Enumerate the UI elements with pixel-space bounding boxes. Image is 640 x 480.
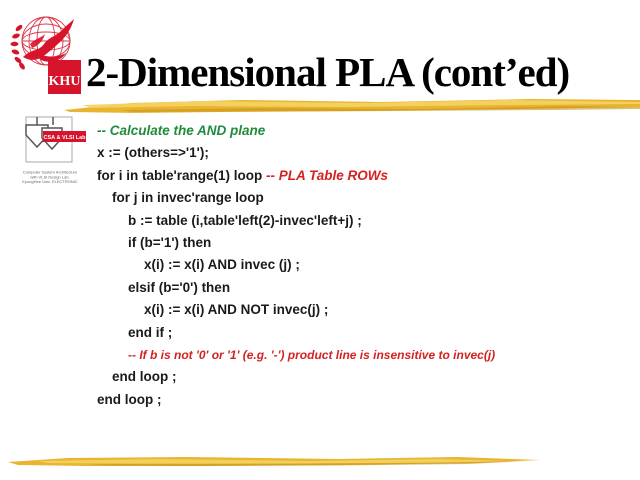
- code-line: elsif (b='0') then: [128, 279, 231, 295]
- code-line: x(i) := x(i) AND NOT invec(j) ;: [144, 302, 329, 318]
- code-line: [128, 344, 495, 366]
- code-line: b := table (i,table'left(2)-invec'left+j) ;: [128, 212, 362, 228]
- code-line: x(i) := x(i) AND invec (j) ;: [144, 257, 300, 273]
- code-line: end loop ;: [97, 391, 162, 407]
- lab-caption-line: Computer System Architecture: [22, 170, 78, 175]
- code-line: for i in table'range(1) loop -- PLA Table ROWs: [97, 167, 388, 183]
- code-block: [97, 120, 495, 411]
- lab-caption-line: with VLSI Design Lab.: [30, 174, 70, 180]
- side-logo: [12, 116, 88, 199]
- lab-caption-line: KyungHee Univ. ELECTRONIC: [22, 179, 78, 185]
- code-line: end if ;: [128, 324, 173, 340]
- title-underline-brush: [62, 93, 640, 119]
- code-line: for j in invec'range loop: [112, 190, 264, 206]
- code-line: if (b='1') then: [128, 234, 212, 250]
- bird-icon: [23, 19, 74, 62]
- code-comment: -- Calculate the AND plane: [97, 123, 266, 138]
- page-title: 2-Dimensional PLA (cont’ed): [86, 49, 570, 95]
- lab-badge-label: CSA & VLSI Lab: [43, 135, 86, 141]
- khu-emblem-icon: [10, 8, 82, 96]
- lab-caption: [13, 170, 88, 184]
- khu-label: KHU: [48, 74, 81, 89]
- bottom-brush: [8, 453, 540, 471]
- code-line: [97, 120, 495, 142]
- code-line: end loop ;: [112, 369, 177, 385]
- code-comment: -- PLA Table ROWs: [265, 167, 388, 183]
- gate-logo-icon: [12, 116, 88, 164]
- code-comment: -- If b is not '0' or '1' (e.g. '-') product line is insensitive to invec(j): [128, 347, 496, 362]
- code-line: x := (others=>'1');: [97, 145, 209, 161]
